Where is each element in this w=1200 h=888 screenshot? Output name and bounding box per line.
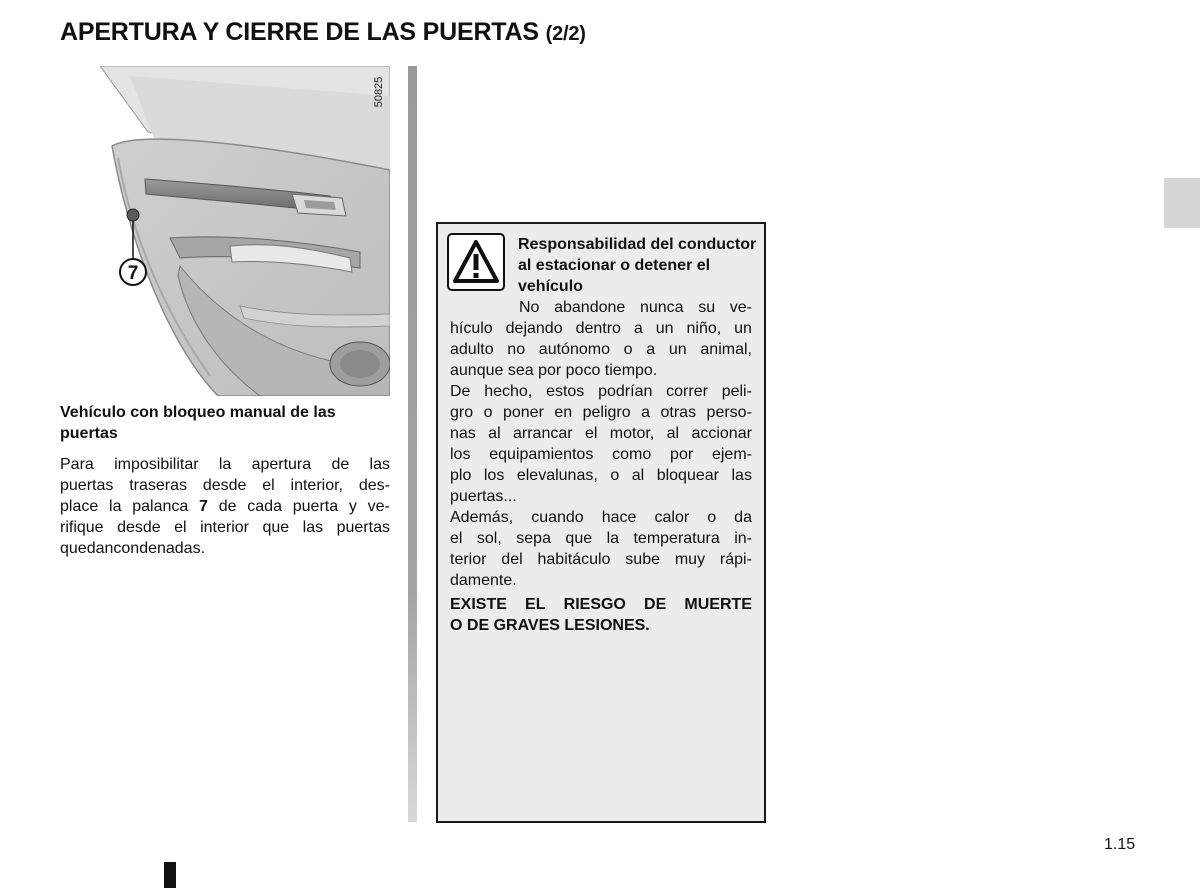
word: rifique xyxy=(60,519,104,536)
word: podrían xyxy=(598,383,653,400)
word: niño, xyxy=(686,320,722,337)
word: desde xyxy=(117,519,161,536)
text-line xyxy=(450,423,752,444)
word: accionar xyxy=(691,425,752,442)
word: nunca xyxy=(639,299,684,316)
word: autónomo xyxy=(538,341,610,358)
word: Para xyxy=(60,456,94,473)
word: un xyxy=(668,341,687,358)
word: en xyxy=(554,404,573,421)
word: la xyxy=(109,498,122,515)
word: interior, xyxy=(290,477,343,494)
word: cuando xyxy=(531,509,584,526)
text-line xyxy=(450,570,752,591)
word: ve- xyxy=(729,299,752,316)
text-line xyxy=(450,594,752,615)
word: interior xyxy=(200,519,249,536)
word: ejem- xyxy=(711,446,752,463)
word: EXISTE xyxy=(450,596,507,613)
callout-number: 7 xyxy=(127,263,139,284)
word: un xyxy=(655,320,674,337)
word: o xyxy=(623,341,633,358)
word: hículo xyxy=(450,320,493,337)
word: puerta xyxy=(292,498,339,515)
word: correr xyxy=(666,383,708,400)
instruction-paragraph xyxy=(60,454,390,559)
word: un xyxy=(734,320,752,337)
word: a xyxy=(646,341,656,358)
page-title-part: (2/2) xyxy=(545,23,586,45)
word: que xyxy=(565,530,593,547)
word: de xyxy=(218,498,237,515)
word: temperatura xyxy=(633,530,720,547)
text-line xyxy=(450,507,752,528)
word: equipamientos xyxy=(489,446,594,463)
page-number: 1.15 xyxy=(1104,836,1136,853)
text-line xyxy=(450,297,752,318)
text-line xyxy=(450,615,752,636)
text-line xyxy=(60,538,390,559)
word: EL xyxy=(525,596,546,613)
word: des- xyxy=(358,477,390,494)
page-title-text: APERTURA Y CIERRE DE LAS PUERTAS xyxy=(60,18,539,46)
word: muy xyxy=(674,551,706,568)
word: a xyxy=(641,404,651,421)
word: No xyxy=(519,299,540,316)
word: dentro xyxy=(575,320,621,337)
word: habitáculo xyxy=(537,551,611,568)
word: la xyxy=(606,530,620,547)
word: por xyxy=(670,446,694,463)
word: MUERTE xyxy=(684,596,752,613)
word: estos xyxy=(546,383,585,400)
word: arrancar xyxy=(513,425,573,442)
word: elevalunas, xyxy=(516,467,598,484)
word: la xyxy=(218,456,232,473)
rear-door-illustration xyxy=(60,66,390,396)
word: a xyxy=(633,320,643,337)
word: las xyxy=(731,467,752,484)
word: del xyxy=(501,551,523,568)
word: que xyxy=(262,519,290,536)
word: sol, xyxy=(476,530,502,547)
word: o xyxy=(610,467,620,484)
word: place xyxy=(60,498,99,515)
text-line xyxy=(450,486,752,507)
word: como xyxy=(612,446,652,463)
word: O DE GRAVES LESIONES. xyxy=(450,617,650,634)
word: animal, xyxy=(700,341,752,358)
print-corner-mark xyxy=(164,862,176,888)
word: DE xyxy=(644,596,667,613)
word: poner xyxy=(502,404,544,421)
word: de xyxy=(331,456,350,473)
word: puertas xyxy=(60,477,114,494)
word: puertas... xyxy=(450,488,517,505)
word: condenadas. xyxy=(113,540,206,557)
word: el xyxy=(262,477,275,494)
word: desde xyxy=(202,477,247,494)
word: sube xyxy=(625,551,660,568)
word: sepa xyxy=(516,530,551,547)
word: traseras xyxy=(129,477,187,494)
word: al xyxy=(631,467,645,484)
figure-number xyxy=(368,68,390,118)
word: quedan xyxy=(60,540,114,557)
word: nas xyxy=(450,425,476,442)
word: ve- xyxy=(367,498,390,515)
word: su xyxy=(698,299,716,316)
word: cada xyxy=(247,498,282,515)
word: el xyxy=(450,530,463,547)
figure-number-text: 50825 xyxy=(373,76,385,108)
warning-box xyxy=(436,222,766,823)
text-line xyxy=(450,339,752,360)
text-line xyxy=(60,475,390,496)
warning-triangle-svg xyxy=(452,238,500,286)
word: gro xyxy=(450,404,474,421)
rear-door-drawing xyxy=(60,66,390,396)
word: y xyxy=(348,498,357,515)
side-tab xyxy=(1164,178,1200,228)
word: 7 xyxy=(199,498,208,515)
word: calor xyxy=(654,509,690,526)
word: apertura xyxy=(251,456,312,473)
word: las xyxy=(369,456,390,473)
warning-triangle-icon xyxy=(447,233,505,291)
word: damente. xyxy=(450,572,517,589)
word: da xyxy=(734,509,752,526)
text-line xyxy=(450,444,752,465)
word: plo xyxy=(450,467,472,484)
word: o xyxy=(707,509,717,526)
text-line xyxy=(60,496,390,517)
text-line xyxy=(450,318,752,339)
word: hace xyxy=(601,509,637,526)
text-line xyxy=(60,454,390,475)
word: bloquear xyxy=(656,467,719,484)
word: RIESGO xyxy=(563,596,626,613)
text-line xyxy=(60,517,390,538)
word: palanca xyxy=(132,498,189,515)
word: el xyxy=(174,519,187,536)
word: puertas xyxy=(336,519,390,536)
warning-text xyxy=(450,297,752,591)
word: el xyxy=(584,425,598,442)
word: De xyxy=(450,383,471,400)
warning-heading: Responsabilidad del conductor al estacionar o detener el vehículo xyxy=(518,236,757,295)
text-line xyxy=(450,381,752,402)
word: al xyxy=(488,425,501,442)
word: los xyxy=(450,446,471,463)
word: adulto xyxy=(450,341,494,358)
page-title xyxy=(60,18,586,47)
word: perso- xyxy=(706,404,752,421)
text-line xyxy=(450,402,752,423)
word: otras xyxy=(660,404,697,421)
text-line xyxy=(450,360,752,381)
word: dejando xyxy=(505,320,563,337)
text-line xyxy=(450,465,752,486)
word: motor, xyxy=(609,425,655,442)
warning-emphasis xyxy=(450,594,752,636)
word: abandone xyxy=(554,299,626,316)
word: rápi- xyxy=(719,551,752,568)
word: hecho, xyxy=(484,383,533,400)
text-line xyxy=(450,549,752,570)
figure-caption: Vehículo con bloqueo manual de las puertas xyxy=(60,404,336,442)
word: terior xyxy=(450,551,487,568)
column-separator xyxy=(408,66,417,822)
word: Además, xyxy=(450,509,514,526)
word: aunque sea por poco tiempo. xyxy=(450,362,658,379)
word: las xyxy=(302,519,324,536)
word: peli- xyxy=(721,383,752,400)
word: los xyxy=(483,467,505,484)
text-line xyxy=(450,528,752,549)
word: al xyxy=(666,425,680,442)
word: no xyxy=(507,341,526,358)
word: imposibilitar xyxy=(114,456,199,473)
word: o xyxy=(483,404,493,421)
word: peligro xyxy=(582,404,631,421)
word: in- xyxy=(734,530,752,547)
